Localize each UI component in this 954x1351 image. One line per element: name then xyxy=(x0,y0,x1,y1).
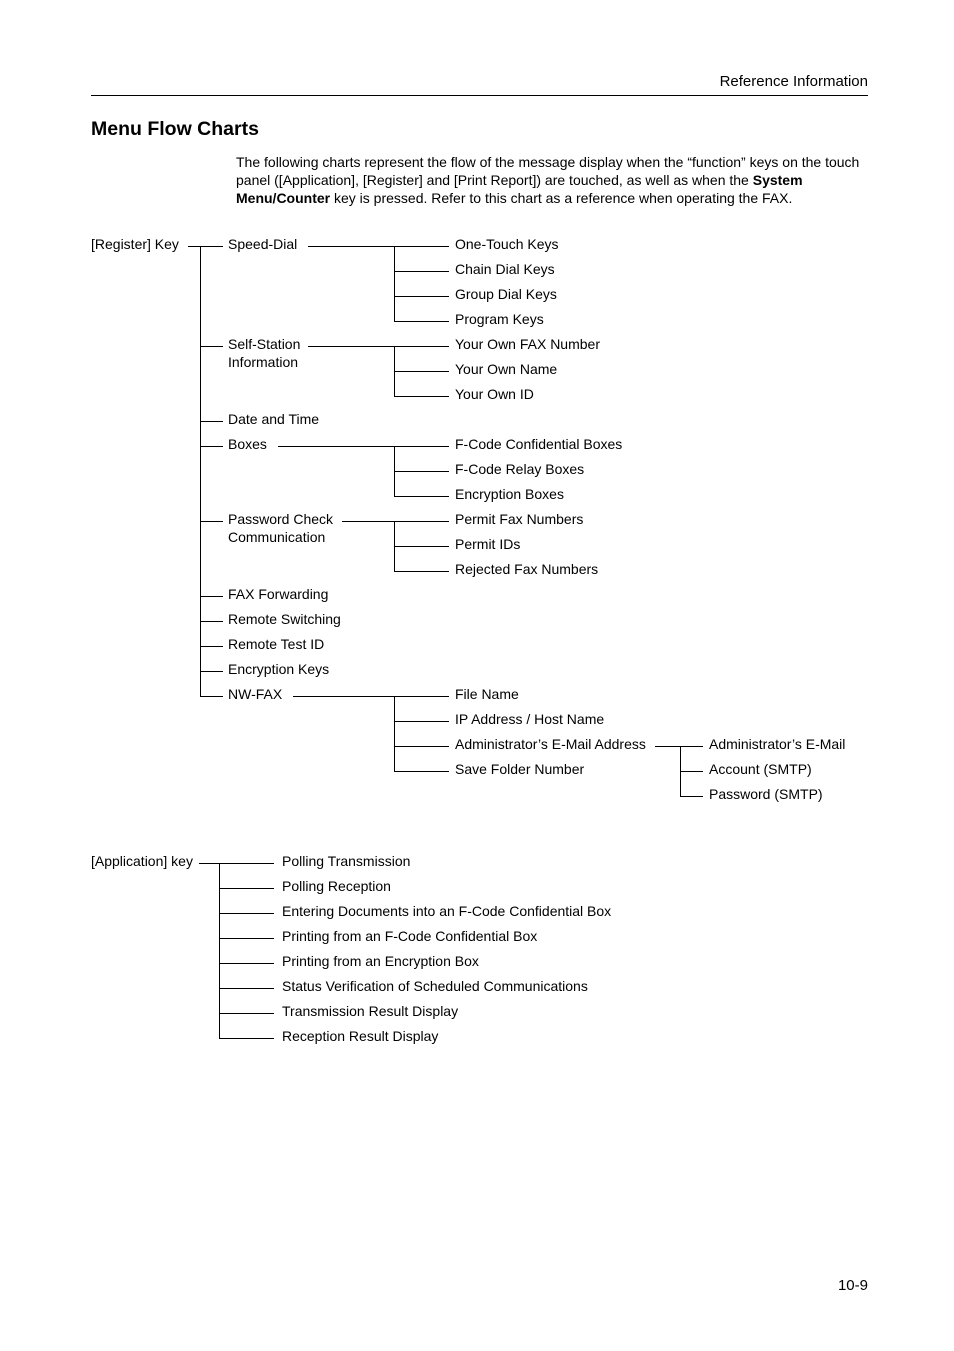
menu-item: Polling Transmission xyxy=(282,853,411,869)
menu-item-fax-forwarding: FAX Forwarding xyxy=(228,586,329,602)
submenu-item: Rejected Fax Numbers xyxy=(455,561,599,577)
connector xyxy=(680,771,703,772)
connector xyxy=(219,888,274,889)
menu-item: Entering Documents into an F-Code Confidential Box xyxy=(282,903,612,919)
menu-item-self-station: Self-Station xyxy=(228,336,301,352)
menu-item: Reception Result Display xyxy=(282,1028,439,1044)
connector xyxy=(200,346,223,347)
application-root-label: [Application] key xyxy=(91,853,193,869)
submenu-item: One-Touch Keys xyxy=(455,236,559,252)
connector xyxy=(655,746,703,747)
connector xyxy=(200,446,223,447)
connector xyxy=(200,421,223,422)
connector xyxy=(394,396,449,397)
connector xyxy=(394,321,449,322)
submenu-item: Your Own ID xyxy=(455,386,534,402)
menu-item-password-check: Password Check xyxy=(228,511,334,527)
menu-item-boxes: Boxes xyxy=(228,436,267,452)
intro-paragraph xyxy=(236,153,868,207)
menu-item: Printing from an F-Code Confidential Box xyxy=(282,928,538,944)
connector xyxy=(394,371,449,372)
connector xyxy=(394,771,449,772)
connector xyxy=(342,521,449,522)
submenu-item: Encryption Boxes xyxy=(455,486,564,502)
intro-text-2: key is pressed. Refer to this chart as a reference when operating the FAX. xyxy=(330,190,793,206)
submenu-item: Administrator’s E-Mail Address xyxy=(455,736,646,752)
connector xyxy=(394,246,395,322)
connector xyxy=(219,1038,274,1039)
menu-item-remote-test-id: Remote Test ID xyxy=(228,636,325,652)
header-rule xyxy=(91,95,868,96)
connector xyxy=(200,696,223,697)
menu-item: Polling Reception xyxy=(282,878,391,894)
connector xyxy=(394,696,395,772)
connector xyxy=(188,246,223,247)
menu-item-speed-dial: Speed-Dial xyxy=(228,236,298,252)
submenu-item: F-Code Confidential Boxes xyxy=(455,436,623,452)
header-section-title: Reference Information xyxy=(719,73,868,90)
menu-item-password-check-line2: Communication xyxy=(228,529,326,545)
connector xyxy=(219,963,274,964)
connector xyxy=(680,796,703,797)
submenu-item: Permit IDs xyxy=(455,536,521,552)
submenu-item: F-Code Relay Boxes xyxy=(455,461,585,477)
connector xyxy=(200,246,201,697)
menu-item-self-station-line2: Information xyxy=(228,354,299,370)
connector xyxy=(394,271,449,272)
connector xyxy=(394,296,449,297)
submenu-item: Save Folder Number xyxy=(455,761,585,777)
submenu-item: Chain Dial Keys xyxy=(455,261,555,277)
connector xyxy=(278,446,449,447)
connector xyxy=(394,746,449,747)
submenu-item: Account (SMTP) xyxy=(709,761,812,777)
submenu-item: Group Dial Keys xyxy=(455,286,557,302)
connector xyxy=(199,863,274,864)
connector xyxy=(293,696,449,697)
register-root-label: [Register] Key xyxy=(91,236,179,252)
connector xyxy=(200,521,223,522)
connector xyxy=(200,671,223,672)
connector xyxy=(219,1013,274,1014)
submenu-item: Your Own FAX Number xyxy=(455,336,600,352)
connector xyxy=(200,596,223,597)
page-number: 10-9 xyxy=(837,1277,868,1294)
menu-item-remote-switching: Remote Switching xyxy=(228,611,341,627)
menu-item: Transmission Result Display xyxy=(282,1003,459,1019)
connector xyxy=(219,988,274,989)
connector xyxy=(200,621,223,622)
connector xyxy=(394,721,449,722)
submenu-item: Administrator’s E-Mail xyxy=(709,736,846,752)
menu-item: Printing from an Encryption Box xyxy=(282,953,479,969)
submenu-item: Your Own Name xyxy=(455,361,558,377)
intro-text-1: The following charts represent the flow of the message display when the “function” keys on the touch panel ([Application], [Register] and [Print Report]) are touched, as well as when the xyxy=(236,154,860,188)
submenu-item: File Name xyxy=(455,686,519,702)
submenu-item: IP Address / Host Name xyxy=(455,711,605,727)
connector xyxy=(200,646,223,647)
connector xyxy=(308,246,449,247)
connector xyxy=(308,346,449,347)
submenu-item: Permit Fax Numbers xyxy=(455,511,584,527)
intro-bold-key: System Menu/Counter xyxy=(236,172,803,206)
submenu-item: Program Keys xyxy=(455,311,544,327)
connector xyxy=(219,913,274,914)
menu-item: Status Verification of Scheduled Communications xyxy=(282,978,588,994)
page-title: Menu Flow Charts xyxy=(91,118,259,140)
connector xyxy=(394,546,449,547)
menu-item-encryption-keys: Encryption Keys xyxy=(228,661,330,677)
connector xyxy=(394,496,449,497)
menu-item-nw-fax: NW-FAX xyxy=(228,686,283,702)
connector xyxy=(394,571,449,572)
connector xyxy=(394,471,449,472)
connector xyxy=(219,938,274,939)
submenu-item: Password (SMTP) xyxy=(709,786,823,802)
menu-item-date-time: Date and Time xyxy=(228,411,320,427)
